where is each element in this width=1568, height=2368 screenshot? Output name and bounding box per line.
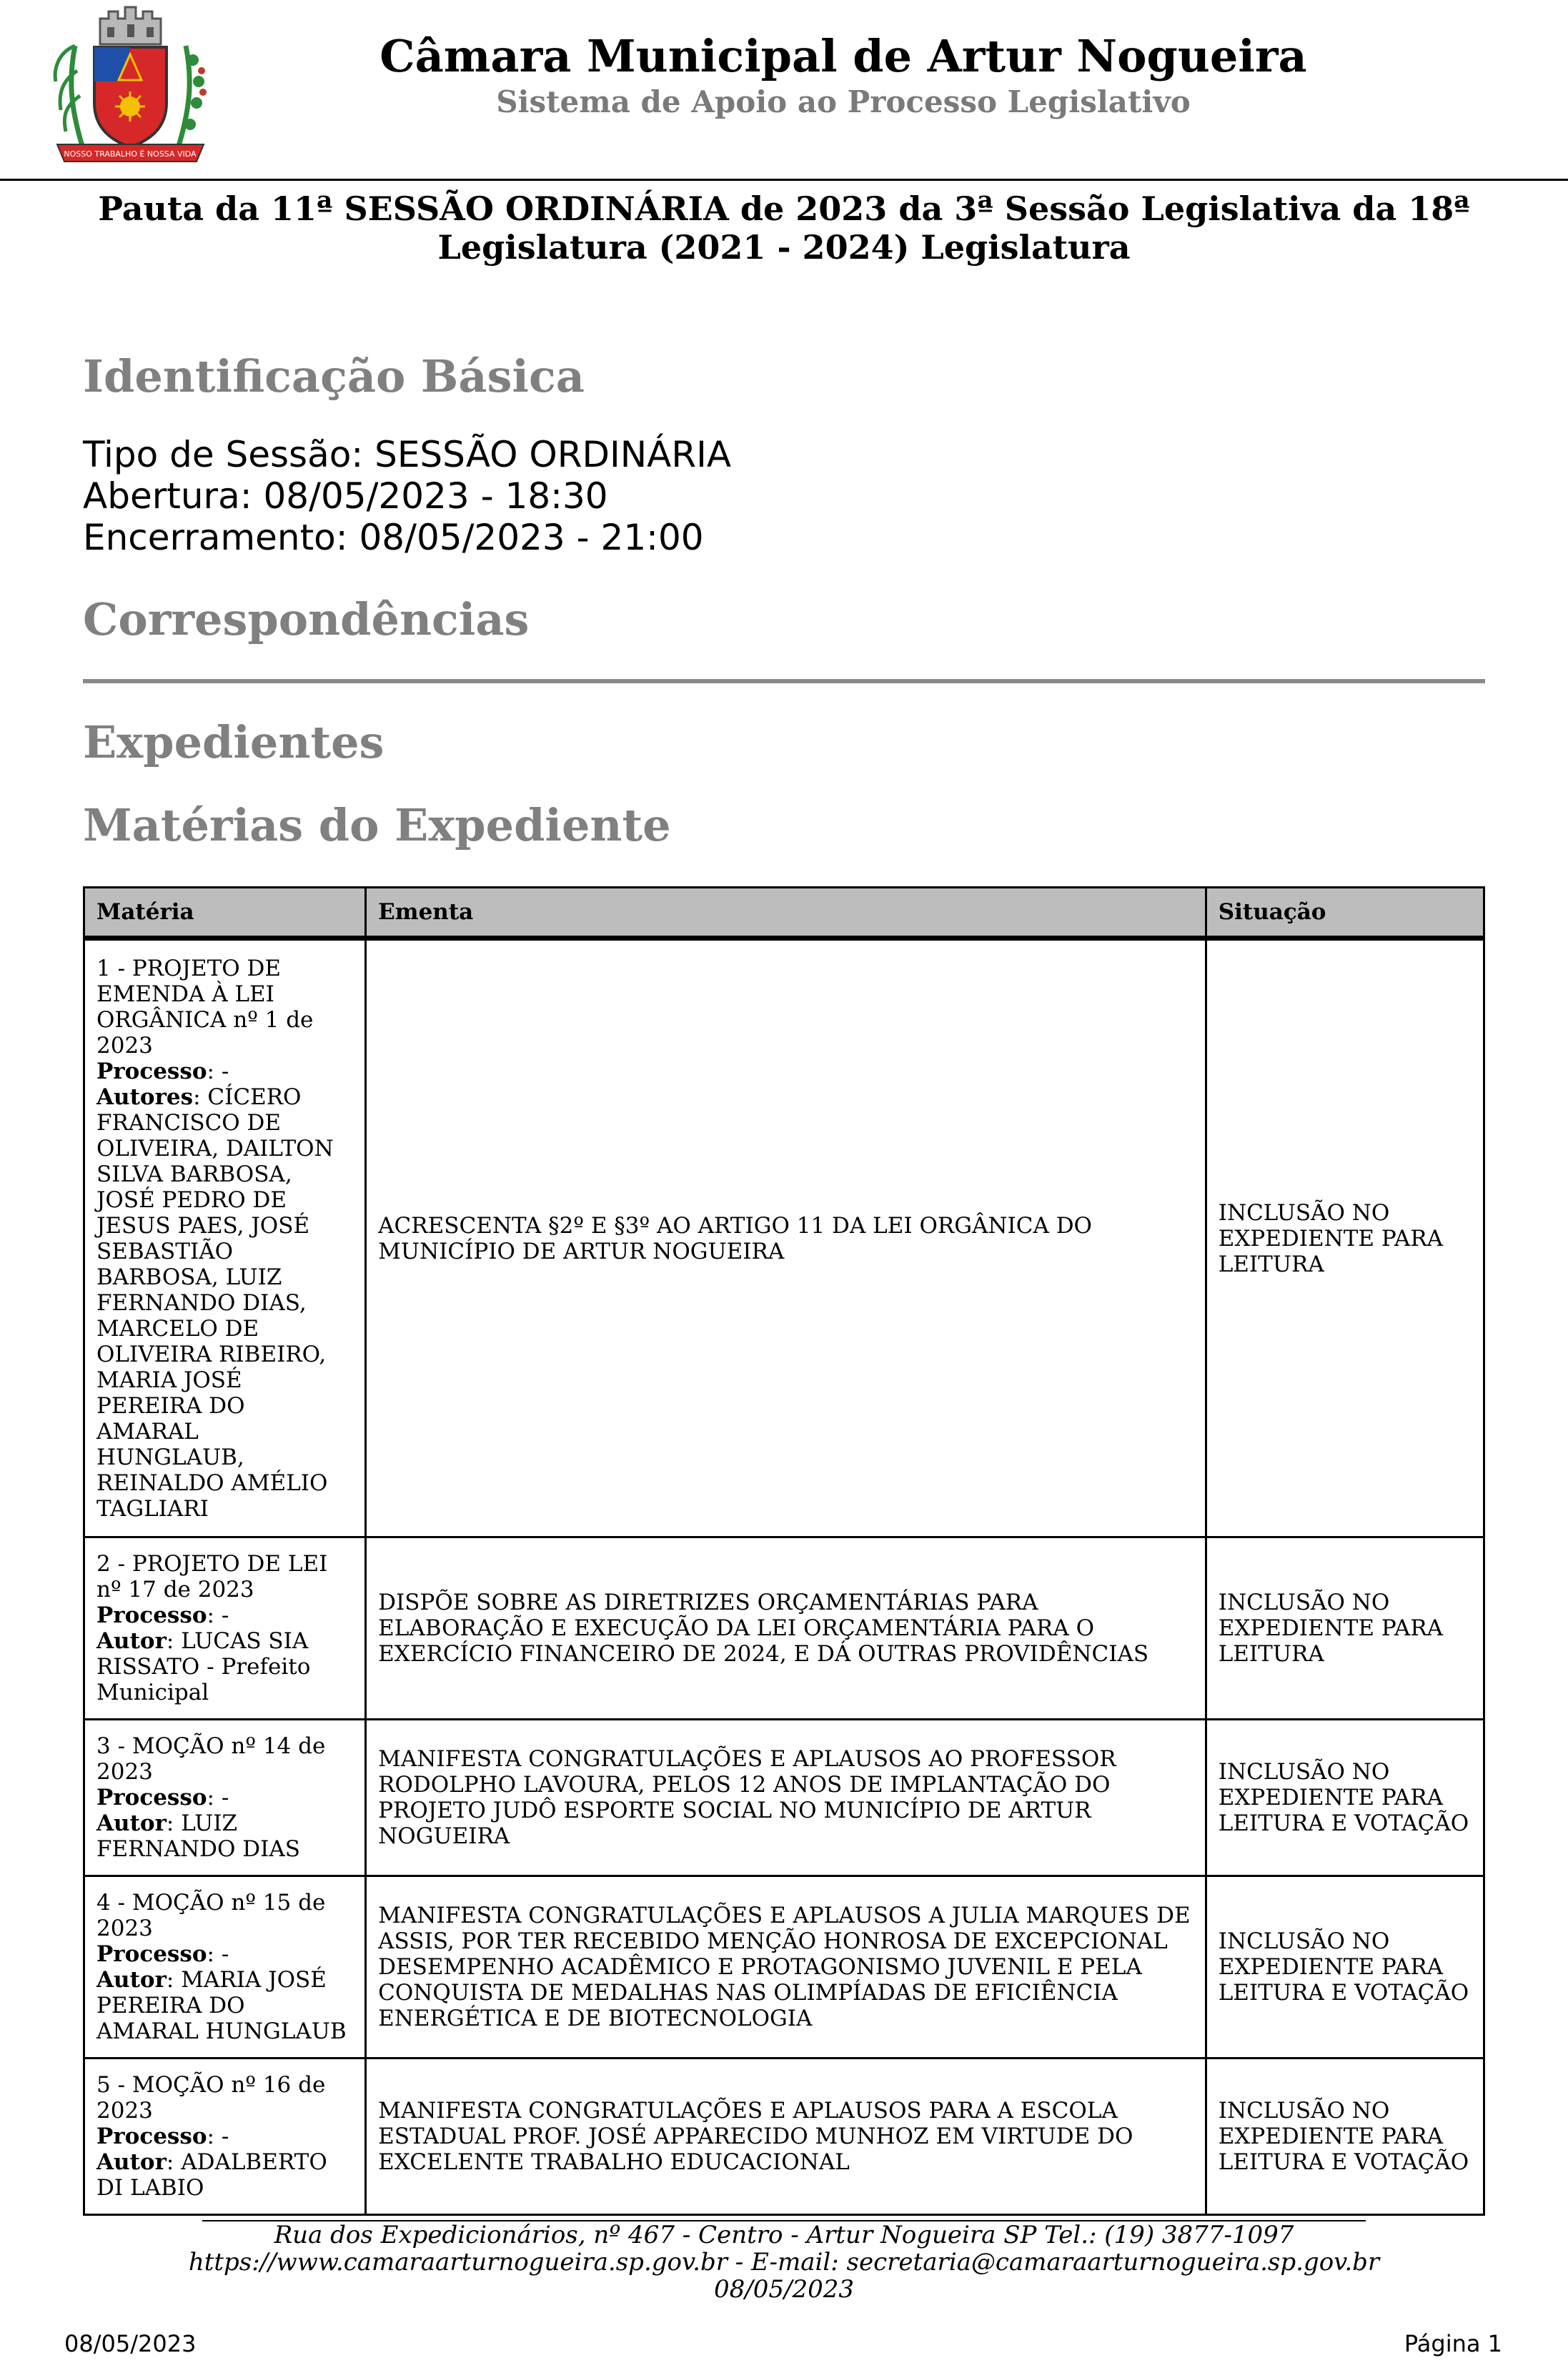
table-header-row: [84, 888, 1484, 938]
materia-title: 5 - MOÇÃO nº 16 de 2023: [96, 2072, 326, 2124]
identificacao-block: [83, 434, 731, 558]
coat-of-arms-logo: [50, 3, 211, 173]
identificacao-heading: Identificação Básica: [83, 350, 585, 402]
session-type: Tipo de Sessão: SESSÃO ORDINÁRIA: [83, 434, 732, 475]
autor-value: : LUCAS SIA RISSATO - Prefeito Municipal: [96, 1628, 311, 1705]
autor-value: : ADALBERTO DI LABIO: [96, 2149, 327, 2201]
footer-address: [179, 2221, 1389, 2303]
footer-date-center: 08/05/2023: [714, 2275, 854, 2304]
situacao-cell: INCLUSÃO NO EXPEDIENTE PARA LEITURA E VOTAÇÃO: [1206, 2059, 1484, 2215]
materia-cell: [84, 1876, 366, 2059]
ementa-cell: DISPÕE SOBRE AS DIRETRIZES ORÇAMENTÁRIAS PARA ELABORAÇÃO E EXECUÇÃO DA LEI ORÇAMENTÁRIA PARA O EXERCÍCIO FINANCEIRO DE 2024, E DÁ OUTRAS PROVIDÊNCIAS: [366, 1537, 1206, 1720]
autor-label: Autores: [96, 1084, 194, 1110]
ementa-cell: ACRESCENTA §2º E §3º AO ARTIGO 11 DA LEI ORGÂNICA DO MUNICÍPIO DE ARTUR NOGUEIRA: [366, 938, 1206, 1537]
autor-label: Autor: [96, 1628, 167, 1654]
page-number: Página 1: [1404, 2330, 1502, 2357]
processo-label: Processo: [96, 1941, 207, 1967]
materia-cell: [84, 2059, 366, 2215]
processo-label: Processo: [96, 1785, 207, 1810]
materia-title: 1 - PROJETO DE EMENDA À LEI ORGÂNICA nº 1 de 2023: [96, 955, 314, 1059]
ementa-cell: MANIFESTA CONGRATULAÇÕES E APLAUSOS PARA A ESCOLA ESTADUAL PROF. JOSÉ APPARECIDO MUNHOZ EM VIRTUDE DO EXCELENTE TRABALHO EDUCACIONAL: [366, 2059, 1206, 2215]
processo-label: Processo: [96, 1602, 207, 1628]
materias-heading: Matérias do Expediente: [83, 799, 671, 851]
materia-cell: [84, 938, 366, 1537]
processo-value: : -: [207, 1602, 229, 1628]
section-divider: [83, 679, 1485, 683]
column-header-ementa: Ementa: [366, 888, 1206, 938]
autor-label: Autor: [96, 2149, 167, 2175]
footer-contact: Rua dos Expedicionários, nº 467 - Centro - Artur Nogueira SP Tel.: (19) 3877-1097 https://www.camaraarturnogueira.sp.gov.br - E-mail: secretaria@camaraarturnogueira.sp.gov.br: [188, 2221, 1380, 2277]
header-divider: [0, 179, 1568, 181]
system-subtitle: Sistema de Apoio ao Processo Legislativo: [496, 84, 1191, 119]
svg-text:NOSSO TRABALHO É NOSSA VIDA: NOSSO TRABALHO É NOSSA VIDA: [64, 149, 197, 159]
table-row: [84, 1720, 1484, 1876]
processo-value: : -: [207, 1941, 229, 1967]
processo-value: : -: [207, 2124, 229, 2149]
ementa-cell: MANIFESTA CONGRATULAÇÕES E APLAUSOS A JULIA MARQUES DE ASSIS, POR TER RECEBIDO MENÇÃO HONROSA DE EXCEPCIONAL DESEMPENHO ACADÊMICO E PROTAGONISMO JUVENIL E PELA CONQUISTA DE MEDALHAS NAS OLIMPÍADAS DE EFICIÊNCIA ENERGÉTICA E DE BIOTECNOLOGIA: [366, 1876, 1206, 2059]
autor-value: : LUIZ FERNANDO DIAS: [96, 1810, 300, 1862]
autor-label: Autor: [96, 1810, 167, 1836]
expedientes-heading: Expedientes: [83, 716, 384, 768]
situacao-cell: INCLUSÃO NO EXPEDIENTE PARA LEITURA E VOTAÇÃO: [1206, 1720, 1484, 1876]
processo-value: : -: [207, 1058, 229, 1084]
column-header-situacao: Situação: [1206, 888, 1484, 938]
column-header-materia: Matéria: [84, 888, 366, 938]
pauta-title: Pauta da 11ª SESSÃO ORDINÁRIA de 2023 da 3ª Sessão Legislativa da 18ª Legislatura (2021 - 2024) Legislatura: [98, 189, 1470, 267]
page-header: [0, 0, 1568, 180]
table-row: [84, 1876, 1484, 2059]
materias-table: [83, 886, 1485, 2216]
processo-label: Processo: [96, 2124, 207, 2149]
chamber-name: Câmara Municipal de Artur Nogueira: [379, 30, 1307, 82]
materia-cell: [84, 1720, 366, 1876]
table-row: [84, 1537, 1484, 1720]
session-opening: Abertura: 08/05/2023 - 18:30: [83, 475, 608, 517]
materia-title: 3 - MOÇÃO nº 14 de 2023: [96, 1733, 326, 1785]
autor-value: : CÍCERO FRANCISCO DE OLIVEIRA, DAILTON SILVA BARBOSA, JOSÉ PEDRO DE JESUS PAES, JOSÉ SEBASTIÃO BARBOSA, LUIZ FERNANDO DIAS, MARCELO DE OLIVEIRA RIBEIRO, MARIA JOSÉ PEREIRA DO AMARAL HUNGLAUB, REINALDO AMÉLIO TAGLIARI: [96, 1084, 334, 1522]
materia-title: 4 - MOÇÃO nº 15 de 2023: [96, 1890, 326, 1941]
table-row: [84, 2059, 1484, 2215]
processo-value: : -: [207, 1785, 229, 1810]
situacao-cell: INCLUSÃO NO EXPEDIENTE PARA LEITURA E VOTAÇÃO: [1206, 1876, 1484, 2059]
correspondencias-heading: Correspondências: [83, 593, 530, 645]
table-row: [84, 938, 1484, 1537]
ementa-cell: MANIFESTA CONGRATULAÇÕES E APLAUSOS AO PROFESSOR RODOLPHO LAVOURA, PELOS 12 ANOS DE IMPLANTAÇÃO DO PROJETO JUDÔ ESPORTE SOCIAL NO MUNICÍPIO DE ARTUR NOGUEIRA: [366, 1720, 1206, 1876]
processo-label: Processo: [96, 1058, 207, 1084]
materia-title: 2 - PROJETO DE LEI nº 17 de 2023: [96, 1551, 328, 1602]
print-date: 08/05/2023: [64, 2330, 197, 2357]
situacao-cell: INCLUSÃO NO EXPEDIENTE PARA LEITURA: [1206, 938, 1484, 1537]
situacao-cell: INCLUSÃO NO EXPEDIENTE PARA LEITURA: [1206, 1537, 1484, 1720]
materia-cell: [84, 1537, 366, 1720]
autor-label: Autor: [96, 1967, 167, 1993]
session-closing: Encerramento: 08/05/2023 - 21:00: [83, 517, 704, 558]
autor-value: : MARIA JOSÉ PEREIRA DO AMARAL HUNGLAUB: [96, 1967, 347, 2044]
